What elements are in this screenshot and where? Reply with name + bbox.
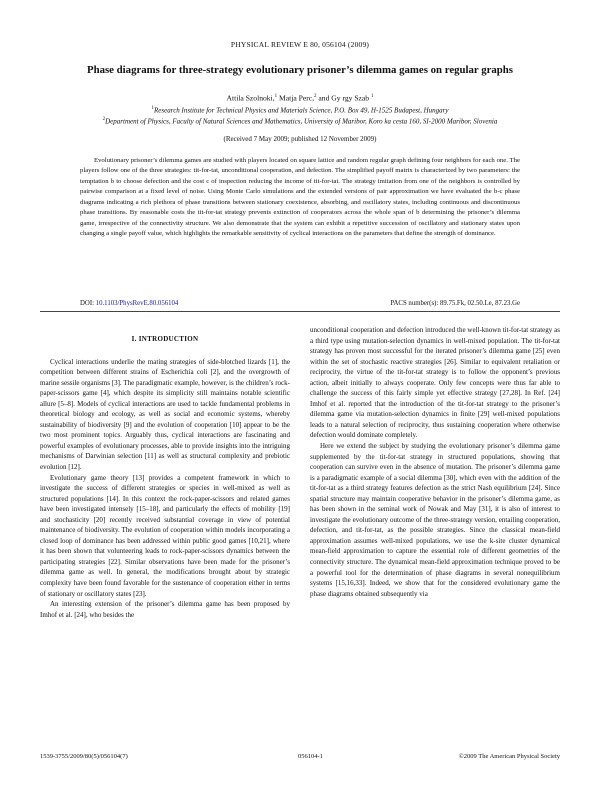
- affiliation-text: Research Institute for Technical Physics and Materials Science, P.O. Box 49, H-1525 Budapest, Hungary: [154, 106, 449, 115]
- affiliation-mark: 1: [151, 106, 155, 111]
- body-paragraph: Evolutionary game theory [13] provides a competent framework in which to investigate the success of different strategies or species in well-mixed as well as structured populations [14]. In this context the rock-paper-scissors and related games have been investigated intensely [15–18], and particularly the effects of mobility [19] and stochasticity [20] recently received substantial coverage in view of potential maintenance of biodiversity. The evolution of cooperation within models incorporating a closed loop of dominance has been addressed within public good games [10,21], where it has been shown that volunteering leads to rock-paper-scissors dynamics between the participating strategies [22]. Similar observations have been made for the prisoner’s dilemma game as well. In general, the modifications brought about by strategic complexity have been found favorable for the sustenance of cooperation either in terms of stationary or oscillatory states [23].: [40, 473, 290, 598]
- header-divider: [40, 311, 560, 312]
- footer-issn: 1539-3755/2009/80(5)/056104(7): [40, 753, 128, 760]
- affiliation-mark: 2: [102, 117, 106, 123]
- footer-copyright: ©2009 The American Physical Society: [458, 753, 560, 760]
- page-footer: [40, 753, 560, 763]
- pacs-numbers: PACS number(s): 89.75.Fk, 02.50.Le, 87.23.Ge: [390, 300, 520, 307]
- author-affil-mark: 1: [370, 94, 374, 99]
- affiliation-2: [60, 115, 540, 126]
- author-name[interactable]: Matja Perc,: [277, 93, 314, 103]
- affiliation-1: [60, 104, 540, 115]
- journal-header: PHYSICAL REVIEW E 80, 056104 (2009): [230, 40, 370, 49]
- left-column: [40, 324, 290, 620]
- section-heading: I. INTRODUCTION: [131, 335, 199, 343]
- paper-title: Phase diagrams for three-strategy evolutionary prisoner’s dilemma games on regular graphs: [86, 64, 514, 76]
- author-name[interactable]: Attila Szolnoki,: [226, 93, 275, 103]
- author-affil-mark: 2: [314, 94, 317, 99]
- body-paragraph: unconditional cooperation and defection introduced the well-known tit-for-tat strategy as a third type using mutation-selection dynamics in well-mixed population. The tit-for-tat strategy has proven most successful for the iterated prisoner’s dilemma game [25] even within the set of stochastic reactive strategies [26]. Similar to equivalent retaliation or reciprocity, the virtue of the tit-for-tat strategy is to follow the opponent’s previous action, albeit initially to always cooperate. Only few concepts were thus far able to challenge the success of this fairly simple yet effective strategy [27,28]. In Ref. [24] Imhof et al. reported that the introduction of the tit-for-tat strategy to the prisoner’s dilemma game via mutation-selection dynamics in finite [29] well-mixed populations leads to a natural selection of reciprocity, thus sustaining cooperation where otherwise defection would dominate completely.: [310, 326, 560, 440]
- right-column: [310, 325, 560, 599]
- doi-link[interactable]: 10.1103/PhysRevE.80.056104: [95, 300, 179, 307]
- received-dates: (Received 7 May 2009; published 12 November 2009): [223, 135, 377, 143]
- doi-line: [80, 299, 178, 308]
- body-paragraph: An interesting extension of the prisoner’s dilemma game has been proposed by Imhof et al. [24], who besides the: [40, 600, 290, 619]
- author-name[interactable]: and Gy rgy Szab: [316, 93, 371, 103]
- affiliation-text: Department of Physics, Faculty of Natural Sciences and Mathematics, University of Maribor, Koro ka cesta 160, SI-2000 Maribor, Slovenia: [105, 117, 498, 126]
- affiliations: [60, 104, 540, 127]
- author-list: [40, 92, 560, 104]
- body-paragraph: Cyclical interactions underlie the mating strategies of side-blotched lizards [1], the competition between different strains of Escherichia coli [2], and the overgrowth of marine sessile organisms [3]. The paradigmatic example, however, is the children’s rock-paper-scissors game [4], which despite its simplicity still maintains notable scientific allure [5–8]. Models of cyclical interactions are used to tackle fundamental problems in theoretical biology and ecology, as well as social and economic systems, whereby sustainability of biodiversity [9] and the evolution of cooperation [10] appear to be the two most prominent topics. Arguably thus, cyclical interactions are fascinating and powerful examples of evolutionary processes, able to provide insights into the intriguing mechanisms of Darwinian selection [11] as well as structural complexity and prebiotic evolution [12].: [40, 357, 290, 472]
- abstract: Evolutionary prisoner’s dilemma games are studied with players located on square lattice and random regular graph defining four neighbors for each one. The players follow one of the three strategies: tit-for-tat, unconditional cooperation, and defection. The simplified payoff matrix is characterized by two parameters: the temptation b to choose defection and the cost c of inspection reducing the income of tit-for-tat. The strategy imitation from one of the neighbors is controlled by pairwise comparison at a fixed level of noise. Using Monte Carlo simulations and the extended versions of pair approximation we have evaluated the b-c phase diagrams indicating a rich plethora of phase transitions between stationary coexistence, absorbing, and oscillatory states, including continuous and discontinuous phase transitions. By reasonable costs the tit-for-tat strategy prevents extinction of cooperators across the whole span of b determining the prisoner’s dilemma game, irrespective of the connectivity structure. We also demonstrate that the system can exhibit a repetitive succession of oscillatory and stationary states upon changing a single payoff value, which highlights the remarkable sensitivity of cyclical interactions on the parameters that define the strength of dominance.: [80, 157, 520, 238]
- footer-page-number: 056104-1: [298, 753, 323, 760]
- body-paragraph: Here we extend the subject by studying the evolutionary prisoner’s dilemma game supplemented by the tit-for-tat strategy in structured populations, showing that cooperation can survive even in the absence of mutation. The prisoner’s dilemma game is a paradigmatic example of a social dilemma [30], which even with the addition of the tit-for-tat as a third strategy features defection as the strict Nash equilibrium [24]. Since spatial structure may maintain cooperative behavior in the prisoner’s dilemma game, as has been shown in the seminal work of Nowak and May [31], it is also of interest to investigate the evolutionary outcome of the three-strategy version, entailing cooperation, defection, and tit-for-tat, as the possible strategies. Since the classical mean-field approximation assumes well-mixed populations, we use the k-site cluster dynamical mean-field approximation to capture the essential role of different geometries of the connectivity structure. The dynamical mean-field approximation technique proved to be a powerful tool for the determination of phase diagrams in several nonequilibrium systems [15,16,33]. Indeed, we show that for the considered evolutionary game the phase diagrams obtained subsequently via: [310, 442, 560, 598]
- author-affil-mark: 1: [274, 94, 278, 99]
- doi-label: DOI:: [80, 300, 96, 307]
